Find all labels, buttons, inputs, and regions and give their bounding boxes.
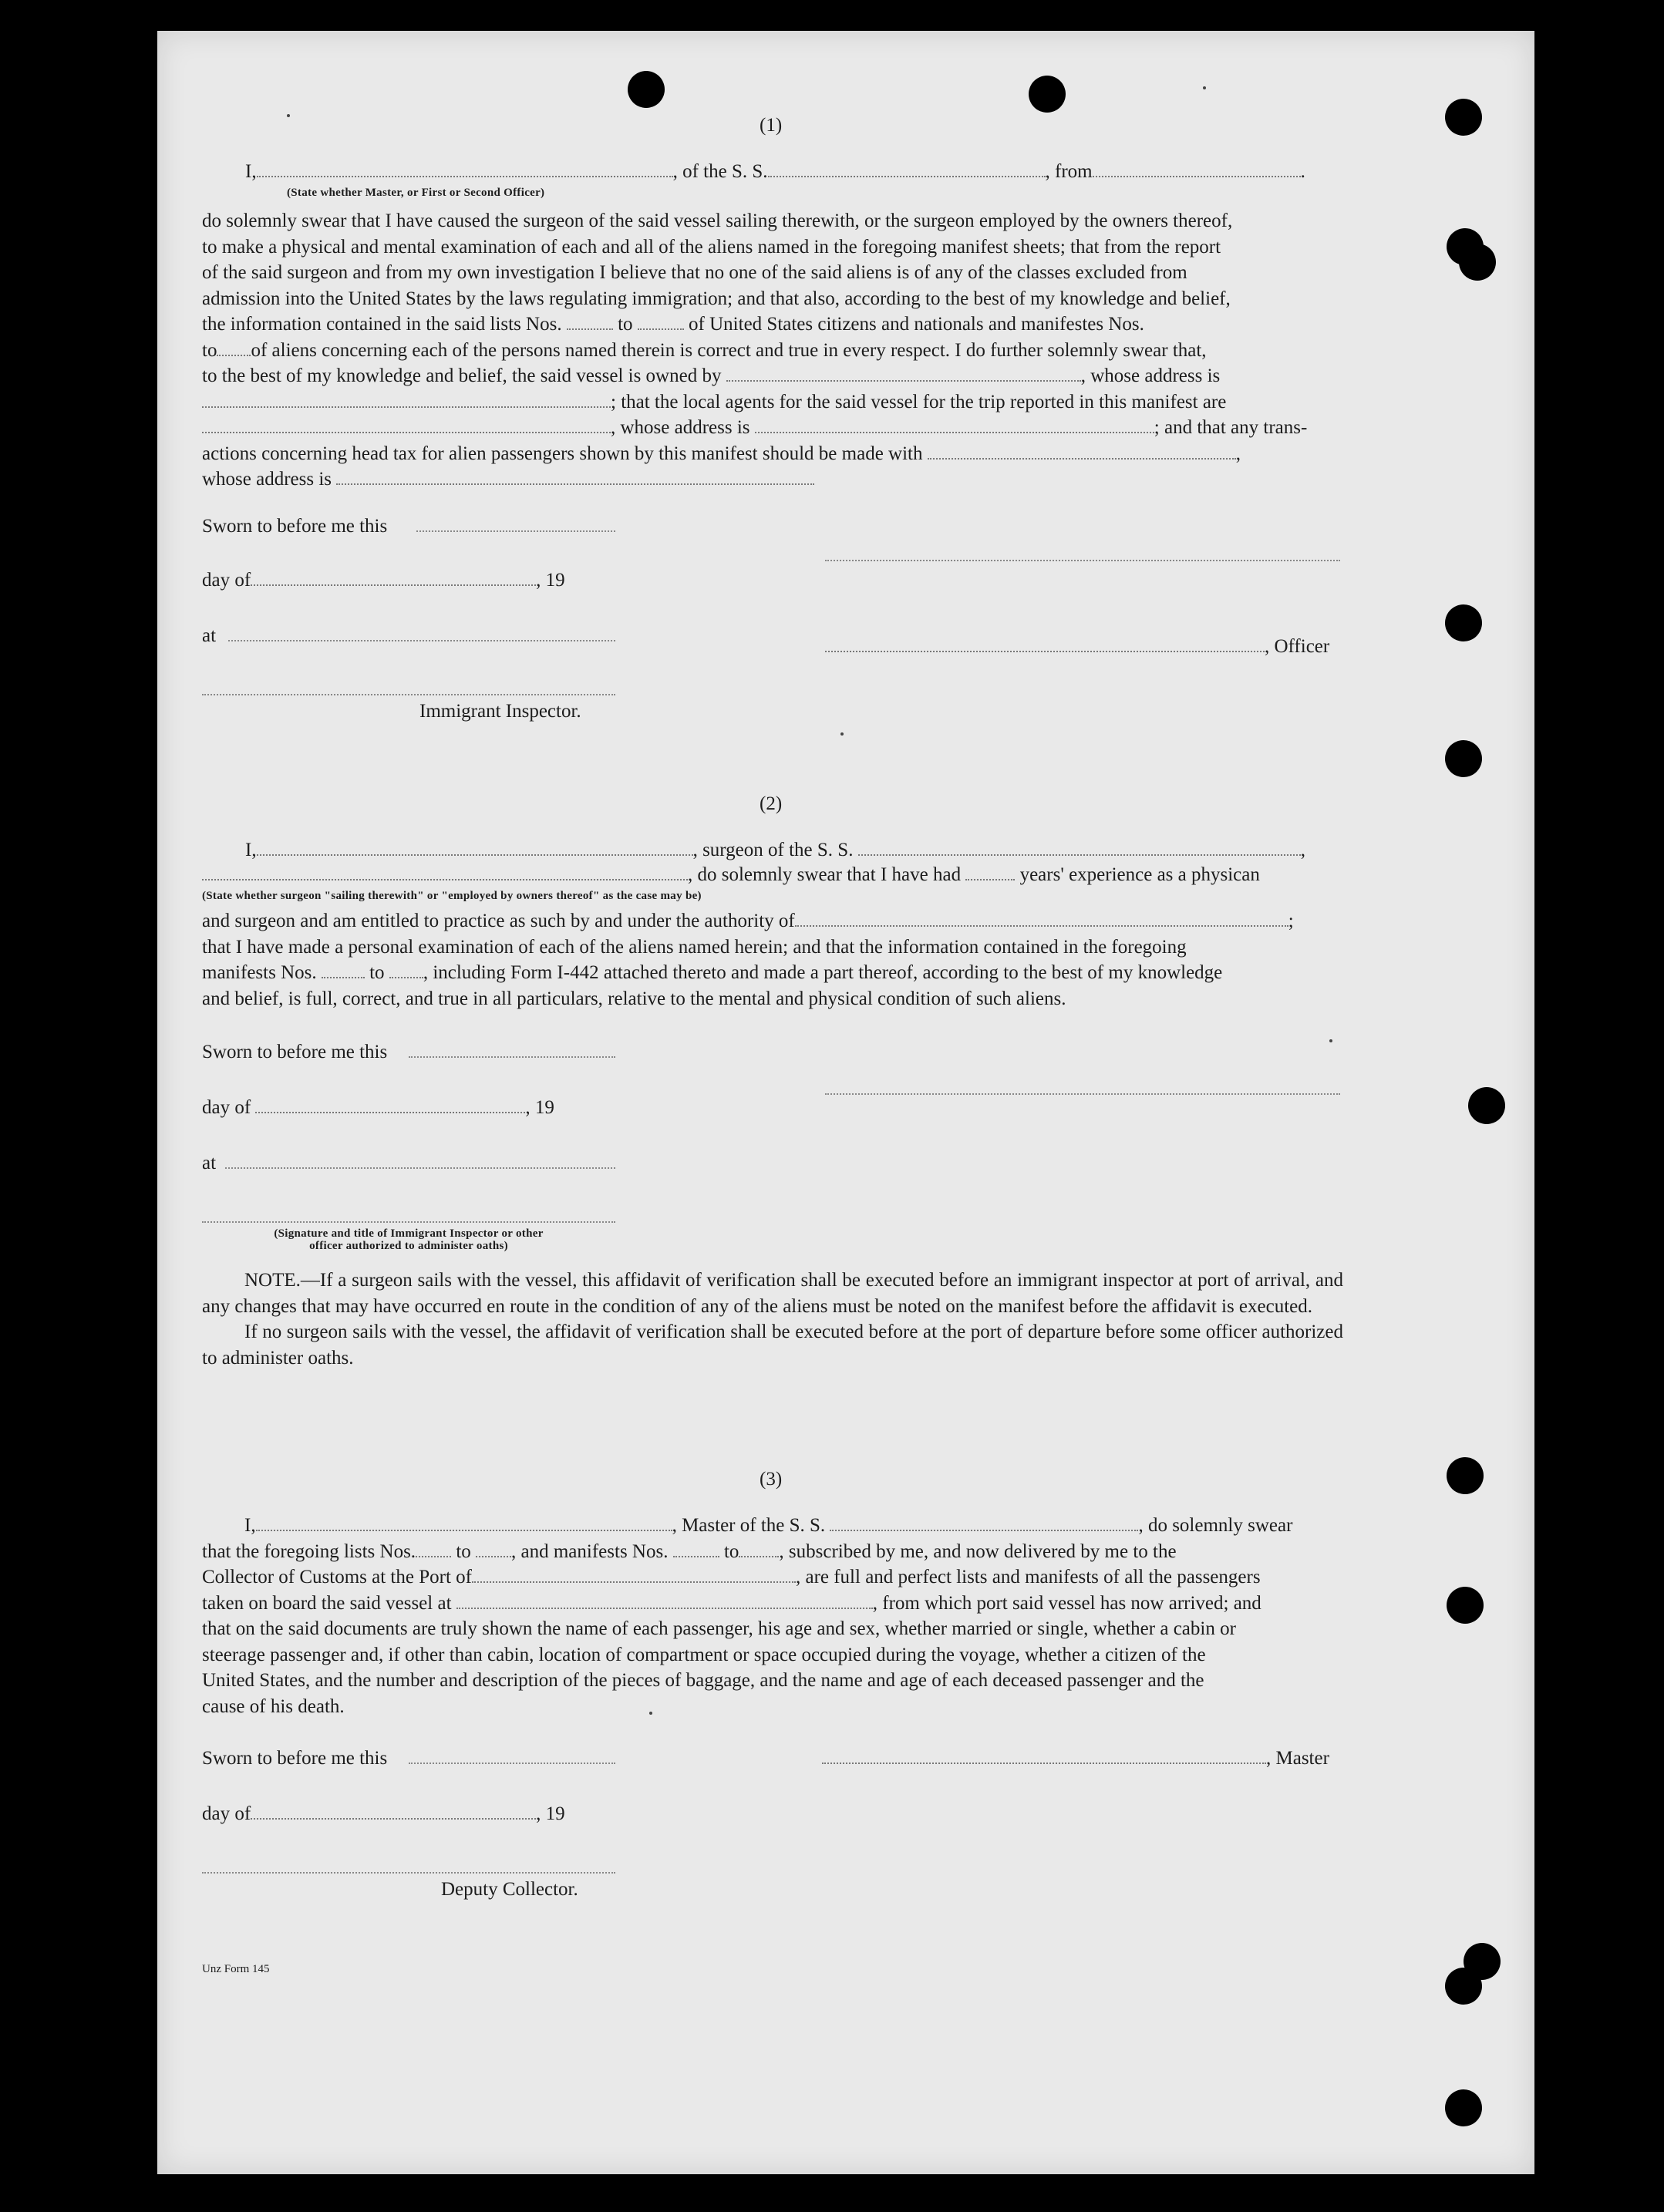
collector-title: Deputy Collector. <box>441 1879 578 1900</box>
text-line: whose address is <box>202 466 1343 493</box>
field-caption: (State whether Master, or First or Second Officer) <box>287 187 545 199</box>
section-number: (2) <box>760 793 783 814</box>
text-line: to make a physical and mental examination of each and all of the aliens named in the foregoing manifest sheets; that from the report <box>202 236 1221 258</box>
section2-line2: , do solemnly swear that I have had years' experience as a physican <box>202 862 1260 887</box>
punch-hole <box>1445 2089 1482 2126</box>
label: , of the S. S. <box>672 161 768 182</box>
officer-line: , Officer <box>825 634 1329 659</box>
text-line: the information contained in the said lists Nos. to of United States citizens and nationals and manifestes Nos. <box>202 311 1343 338</box>
day-of-label: day of , 19 <box>202 1801 565 1826</box>
section2-line1: I, , surgeon of the S. S. , <box>245 837 1305 863</box>
label: I, <box>245 161 257 182</box>
text-line: that I have made a personal examination of each of the aliens named herein; and that the information contained in the foregoing <box>202 936 1187 958</box>
text-line: admission into the United States by the laws regulating immigration; and that also, according to the best of my knowledge and belief, <box>202 288 1231 309</box>
inspector-title: Immigrant Inspector. <box>419 701 581 722</box>
section1-body <box>202 208 1343 493</box>
text-line: manifests Nos. to , including Form I-442 attached thereto and made a part thereof, according to the best of my knowledge <box>202 960 1343 986</box>
text-line: Collector of Customs at the Port of , are full and perfect lists and manifests of all the passengers <box>202 1564 1343 1591</box>
note-paragraph: If no surgeon sails with the vessel, the affidavit of verification shall be executed before at the port of departure before some officer authorized to administer oaths. <box>202 1321 1343 1369</box>
text-line: I, , Master of the S. S. , do solemnly swear <box>202 1513 1343 1539</box>
punch-hole <box>1445 604 1482 641</box>
text-line: of the said surgeon and from my own investigation I believe that no one of the said aliens is of any of the classes excluded from <box>202 262 1187 283</box>
section2-body <box>202 908 1343 1012</box>
punch-hole <box>1468 1087 1505 1124</box>
text-line: do solemnly swear that I have caused the surgeon of the said vessel sailing therewith, or the surgeon employed by the owners thereof, <box>202 210 1233 231</box>
text-line: steerage passenger and, if other than cabin, location of compartment or space occupied during the voyage, whether a citizen of the <box>202 1644 1206 1665</box>
punch-hole <box>1447 1587 1484 1624</box>
form-number: Unz Form 145 <box>202 1963 270 1975</box>
section-number: (3) <box>760 1469 783 1490</box>
note-paragraph: NOTE.—If a surgeon sails with the vessel, this affidavit of verification shall be executed before an immigrant inspector at port of arrival, and any changes that may have occurred en route in the condition of any of the aliens must be noted on the manifest before the affidavit is executed. <box>202 1270 1343 1317</box>
text-line: and surgeon and am entitled to practice as such by and under the authority of ; <box>202 908 1343 934</box>
text-line: ; that the local agents for the said vessel for the trip reported in this manifest are <box>202 389 1343 416</box>
day-of-label: day of , 19 <box>202 1095 554 1120</box>
text-line: United States, and the number and description of the pieces of baggage, and the name and age of each deceased passenger and the <box>202 1670 1204 1691</box>
text-line: that on the said documents are truly shown the name of each passenger, his age and sex, whether married or single, whether a cabin or <box>202 1618 1236 1639</box>
text-line: taken on board the said vessel at , from which port said vessel has now arrived; and <box>202 1591 1343 1617</box>
punch-hole <box>1445 740 1482 777</box>
section-number: (1) <box>760 115 783 136</box>
signature-caption: (Signature and title of Immigrant Inspector or other officer authorized to administer oaths) <box>274 1227 544 1252</box>
punch-hole <box>1459 244 1496 281</box>
sworn-label: Sworn to before me this <box>202 1748 388 1769</box>
punch-hole <box>1447 1457 1484 1494</box>
sworn-label: Sworn to before me this <box>202 516 388 537</box>
punch-hole <box>1445 1968 1482 2005</box>
punch-hole <box>628 71 665 108</box>
sworn-label: Sworn to before me this <box>202 1042 388 1062</box>
note-block <box>202 1268 1343 1371</box>
section1-line1: I, , of the S. S. , from . <box>245 159 1305 184</box>
text-line: to of aliens concerning each of the persons named therein is correct and true in every respect. I do further solemnly swear that, <box>202 338 1343 364</box>
text-line: to the best of my knowledge and belief, the said vessel is owned by , whose address is <box>202 363 1343 389</box>
punch-hole <box>1445 99 1482 136</box>
at-label: at <box>202 625 217 646</box>
section3-body <box>202 1513 1343 1719</box>
text-line: cause of his death. <box>202 1695 345 1717</box>
text-line: actions concerning head tax for alien passengers shown by this manifest should be made with , <box>202 441 1343 467</box>
at-label: at <box>202 1153 217 1173</box>
text-line: that the foregoing lists Nos. to , and manifests Nos. to , subscribed by me, and now delivered by me to the <box>202 1539 1343 1565</box>
field-caption: (State whether surgeon "sailing therewith" or "employed by owners thereof" as the case may be) <box>202 890 702 902</box>
text-line: , whose address is ; and that any trans- <box>202 415 1343 441</box>
label: , from <box>1045 161 1093 182</box>
punch-hole <box>1029 76 1066 113</box>
day-of-label: day of , 19 <box>202 567 565 593</box>
text-line: and belief, is full, correct, and true in all particulars, relative to the mental and physical condition of such aliens. <box>202 988 1066 1009</box>
master-line: , Master <box>822 1746 1329 1771</box>
